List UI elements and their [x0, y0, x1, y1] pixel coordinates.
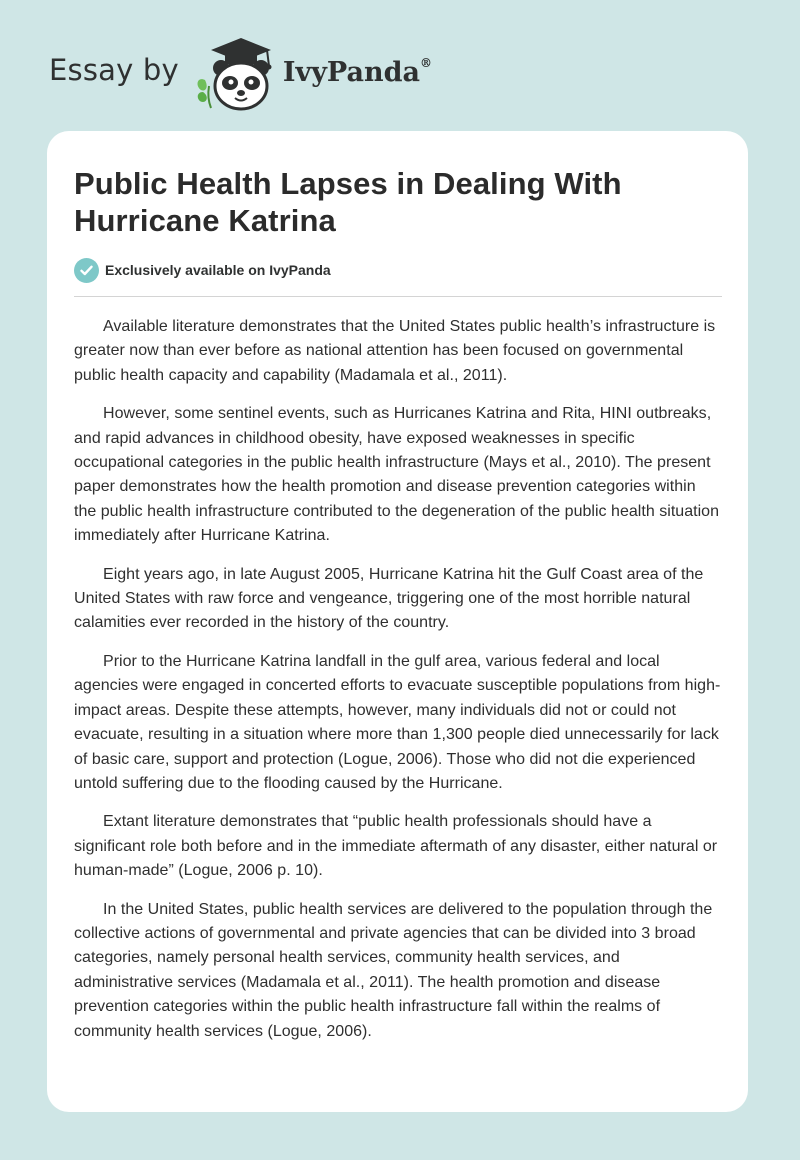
brand-name-text: IvyPanda [282, 56, 420, 88]
registered-mark: ® [419, 55, 432, 70]
brand-prefix: Essay by [49, 53, 179, 87]
panda-logo-icon[interactable] [191, 36, 277, 112]
paragraph: Prior to the Hurricane Katrina landfall in the gulf area, various federal and local agencies were engaged in concerted efforts to evacuate susceptible populations from high-impact areas. Despite these attempts, however, many individuals did not or could not evacuate, resulting in a situation where more than 1,300 people died unnecessarily for lack of basic care, support and protection (Logue, 2006). Those who did not die experienced untold suffering due to the flooding caused by the Hurricane. [74, 652, 721, 792]
brand-name[interactable] [283, 57, 432, 88]
essay-title: Public Health Lapses in Dealing With Hurricane Katrina [74, 166, 622, 238]
site-header [49, 36, 432, 112]
check-circle-icon [74, 258, 99, 283]
paragraph: However, some sentinel events, such as Hurricanes Katrina and Rita, HINI outbreaks, and rapid advances in childhood obesity, have exposed weaknesses in specific occupational categories in the public health infrastructure (Mays et al., 2010). The present paper demonstrates how the health promotion and disease prevention categories within the public health infrastructure contributed to the degeneration of the public health situation immediately after Hurricane Katrina. [74, 405, 719, 545]
exclusive-badge [74, 257, 722, 283]
divider [74, 296, 722, 297]
paragraph: Available literature demonstrates that the United States public health’s infrastructure is greater now than ever before as national attention has been focused on governmental public health capacity and capability (Madamala et al., 2011). [74, 318, 716, 384]
paragraph: Extant literature demonstrates that “public health professionals should have a significant role both before and in the immediate aftermath of any disaster, either natural or human-made” (Logue, 2006 p. 10). [74, 813, 718, 880]
essay-card [47, 131, 748, 1112]
paragraph: Eight years ago, in late August 2005, Hurricane Katrina hit the Gulf Coast area of the United States with raw force and vengeance, triggering one of the most horrible natural calamities ever recorded in the history of the country. [74, 565, 704, 632]
badge-text: Exclusively available on IvyPanda [105, 262, 331, 278]
paragraph: In the United States, public health services are delivered to the population through the collective actions of governmental and private agencies that can be divided into 3 broad categories, namely personal health services, community health services, and administrative services (Madamala et al., 2011). The health promotion and disease prevention categories within the public health infrastructure fall within the realms of community health services (Logue, 2006). [74, 900, 713, 1040]
